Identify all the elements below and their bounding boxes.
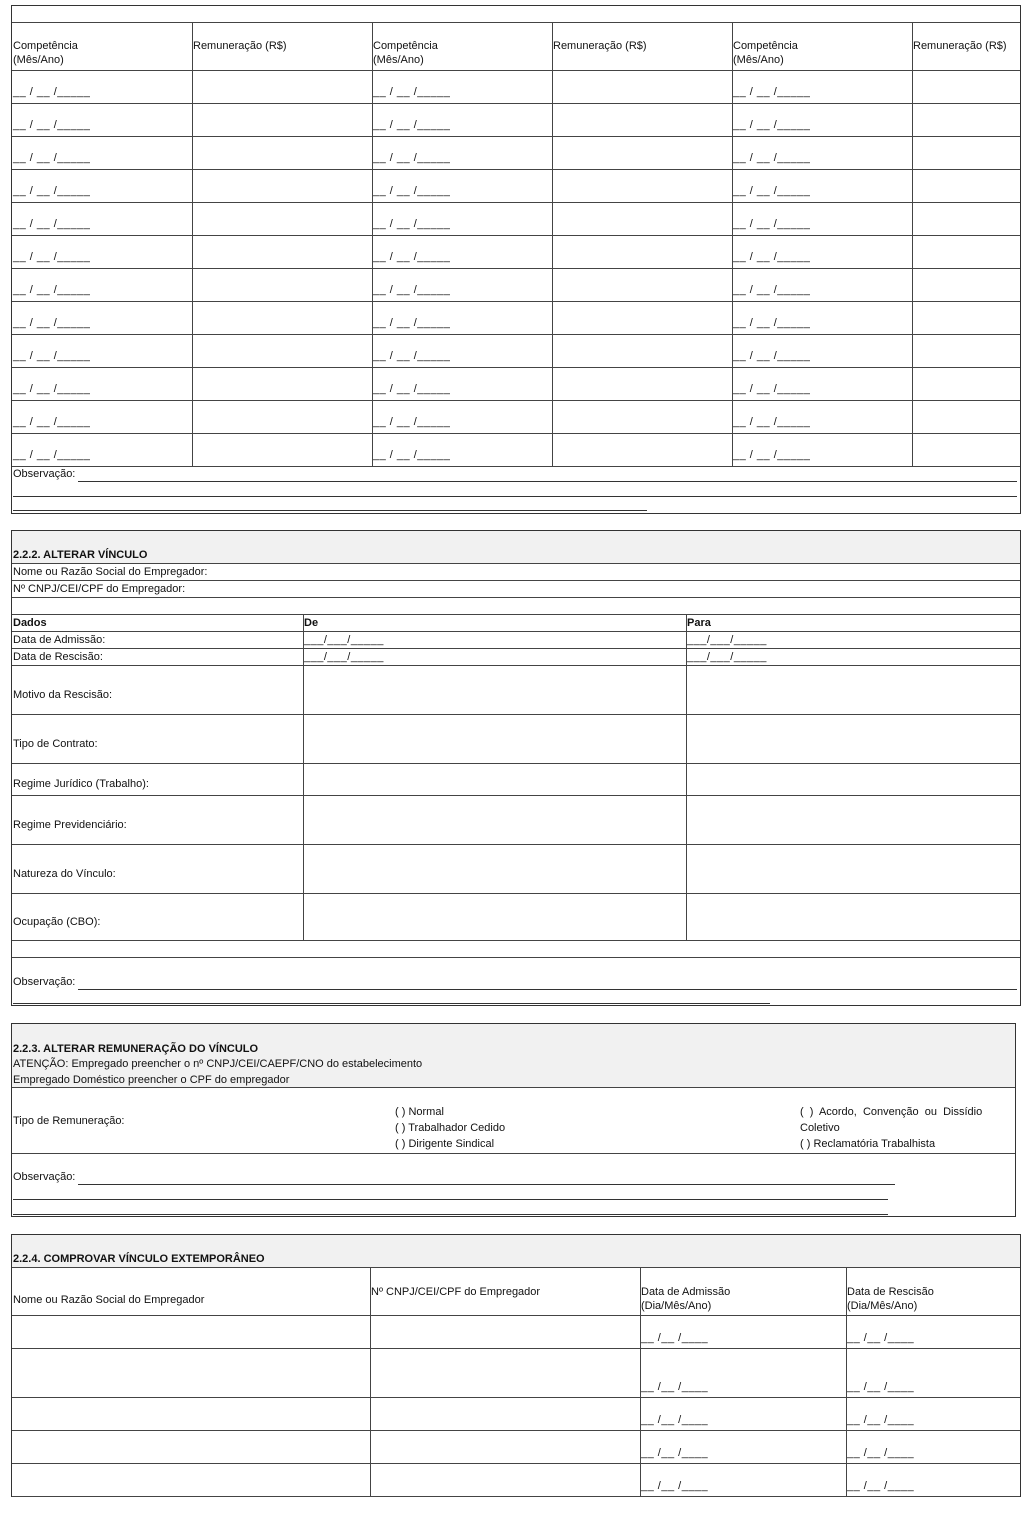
table-row — [12, 203, 1020, 236]
observacao-line-2[interactable] — [13, 496, 1017, 497]
alterar-vinculo-section — [11, 530, 1021, 1006]
para-value-input[interactable] — [687, 764, 1017, 796]
column-header: Competência (Mês/Ano) — [733, 40, 798, 66]
para-value-input[interactable] — [687, 845, 1017, 894]
comprovar-vinculo-title: 2.2.4. COMPROVAR VÍNCULO EXTEMPORÂNEO — [13, 1253, 265, 1265]
domestico-text: Empregado Doméstico preencher o CPF do empregador — [13, 1074, 290, 1086]
cnpj-empregador-row — [12, 581, 1020, 598]
competencia-date-input[interactable]: __ / __ /_____ — [13, 383, 91, 395]
competencia-date-input[interactable]: __ / __ /_____ — [733, 449, 811, 461]
competencia-date-input[interactable]: __ / __ /_____ — [373, 185, 451, 197]
para-value-input[interactable] — [687, 796, 1017, 845]
table-row — [12, 615, 1020, 632]
column-divider — [552, 23, 553, 467]
cnpj-empregador-input[interactable] — [371, 1464, 640, 1497]
nome-empregador-input[interactable] — [13, 1398, 370, 1431]
table-row — [12, 632, 1020, 649]
nome-empregador-input[interactable] — [13, 1464, 370, 1497]
competencia-date-input[interactable]: __ / __ /_____ — [373, 251, 451, 263]
para-value-input[interactable] — [687, 894, 1017, 941]
alterar-vinculo-title: 2.2.2. ALTERAR VÍNCULO — [13, 549, 148, 561]
comprovar-vinculo-section — [11, 1234, 1021, 1497]
table-top-row — [12, 6, 1020, 23]
de-date-input[interactable]: ___/___/_____ — [304, 651, 384, 663]
de-value-input[interactable] — [304, 894, 687, 941]
option-trabalhador-cedido[interactable]: ( ) Trabalhador Cedido — [395, 1122, 506, 1134]
table-row — [12, 71, 1020, 104]
table-row — [12, 649, 1020, 666]
remuneracao-value-input[interactable] — [193, 368, 373, 401]
observacao-line-3[interactable] — [13, 1214, 888, 1215]
remuneracao-value-input[interactable] — [193, 269, 373, 302]
remuneracao-value-input[interactable] — [193, 170, 373, 203]
nome-empregador-input[interactable] — [13, 1349, 370, 1398]
remuneracao-value-input[interactable] — [913, 236, 1021, 269]
remuneracao-value-input[interactable] — [553, 137, 733, 170]
alterar-remuneracao-title-row — [12, 1024, 1015, 1088]
admissao-date-input[interactable]: __ /__ /____ — [641, 1332, 709, 1344]
remuneracao-value-input[interactable] — [193, 236, 373, 269]
competencia-date-input[interactable]: __ / __ /_____ — [13, 449, 91, 461]
remuneracao-value-input[interactable] — [913, 269, 1021, 302]
table-row — [12, 236, 1020, 269]
remuneracao-value-input[interactable] — [193, 137, 373, 170]
remuneracao-table — [11, 5, 1021, 514]
alterar-remuneracao-title: 2.2.3. ALTERAR REMUNERAÇÃO DO VÍNCULO — [13, 1043, 259, 1055]
de-value-input[interactable] — [304, 666, 687, 715]
competencia-date-input[interactable]: __ / __ /_____ — [373, 152, 451, 164]
column-divider — [912, 23, 913, 467]
column-header: Remuneração (R$) — [553, 40, 647, 52]
competencia-date-input[interactable]: __ / __ /_____ — [733, 152, 811, 164]
remuneracao-value-input[interactable] — [913, 203, 1021, 236]
observacao-line-1[interactable] — [78, 1184, 895, 1185]
competencia-date-input[interactable]: __ / __ /_____ — [733, 317, 811, 329]
table-row — [12, 269, 1020, 302]
remuneracao-value-input[interactable] — [193, 302, 373, 335]
column-header-de: De — [304, 617, 319, 629]
de-value-input[interactable] — [304, 796, 687, 845]
remuneracao-value-input[interactable] — [553, 71, 733, 104]
dados-label: Ocupação (CBO): — [13, 916, 101, 928]
competencia-date-input[interactable]: __ / __ /_____ — [733, 119, 811, 131]
dados-label: Regime Previdenciário: — [13, 819, 127, 831]
competencia-date-input[interactable]: __ / __ /_____ — [13, 350, 91, 362]
para-value-input[interactable] — [687, 666, 1017, 715]
remuneracao-value-input[interactable] — [553, 302, 733, 335]
admissao-date-input[interactable]: __ /__ /____ — [641, 1480, 709, 1492]
column-divider — [732, 23, 733, 467]
competencia-date-input[interactable]: __ / __ /_____ — [733, 284, 811, 296]
remuneracao-value-input[interactable] — [913, 434, 1021, 467]
competencia-date-input[interactable]: __ / __ /_____ — [373, 350, 451, 362]
competencia-date-input[interactable]: __ / __ /_____ — [13, 185, 91, 197]
remuneracao-value-input[interactable] — [553, 236, 733, 269]
competencia-date-input[interactable]: __ / __ /_____ — [373, 119, 451, 131]
competencia-date-input[interactable]: __ / __ /_____ — [373, 317, 451, 329]
tipo-remuneracao-label: Tipo de Remuneração: — [13, 1115, 125, 1127]
de-date-input[interactable]: ___/___/_____ — [304, 634, 384, 646]
atencao-text: ATENÇÃO: Empregado preencher o nº CNPJ/CEI/CAEPF/CNO do estabelecimento — [13, 1058, 423, 1070]
para-value-input[interactable] — [687, 715, 1017, 764]
table-row — [12, 170, 1020, 203]
competencia-date-input[interactable]: __ / __ /_____ — [733, 251, 811, 263]
table-row — [12, 368, 1020, 401]
remuneracao-value-input[interactable] — [193, 434, 373, 467]
table-row — [12, 401, 1020, 434]
observacao-label: Observação: — [13, 468, 76, 480]
competencia-date-input[interactable]: __ / __ /_____ — [13, 119, 91, 131]
rescisao-date-input[interactable]: __ /__ /____ — [847, 1414, 915, 1426]
column-header-admissao: Data de Admissão (Dia/Mês/Ano) — [641, 1286, 731, 1312]
competencia-date-input[interactable]: __ / __ /_____ — [373, 284, 451, 296]
observacao-line-1[interactable] — [78, 989, 1017, 990]
rescisao-date-input[interactable]: __ /__ /____ — [847, 1381, 915, 1393]
rescisao-date-input[interactable]: __ /__ /____ — [847, 1447, 915, 1459]
table-row — [12, 104, 1020, 137]
observacao-line-1[interactable] — [78, 481, 1017, 482]
nome-empregador-input[interactable] — [13, 1431, 370, 1464]
de-value-input[interactable] — [304, 845, 687, 894]
table-row — [12, 434, 1020, 467]
remuneracao-value-input[interactable] — [553, 401, 733, 434]
nome-empregador-input[interactable] — [13, 1316, 370, 1349]
observacao-line-2[interactable] — [13, 1199, 888, 1200]
remuneracao-value-input[interactable] — [553, 269, 733, 302]
observacao-remuneracao — [13, 467, 1018, 481]
remuneracao-value-input[interactable] — [913, 170, 1021, 203]
remuneracao-value-input[interactable] — [553, 203, 733, 236]
remuneracao-value-input[interactable] — [193, 104, 373, 137]
competencia-date-input[interactable]: __ / __ /_____ — [733, 185, 811, 197]
option-dirigente-sindical[interactable]: ( ) Dirigente Sindical — [395, 1138, 495, 1150]
table-row — [12, 335, 1020, 368]
column-divider — [846, 1268, 847, 1497]
option-reclamatoria[interactable]: ( ) Reclamatória Trabalhista — [800, 1138, 936, 1150]
dados-label: Natureza do Vínculo: — [13, 868, 116, 880]
column-header: Remuneração (R$) — [913, 40, 1007, 52]
option-normal[interactable]: ( ) Normal — [395, 1106, 444, 1118]
competencia-date-input[interactable]: __ / __ /_____ — [13, 152, 91, 164]
competencia-date-input[interactable]: __ / __ /_____ — [373, 449, 451, 461]
column-header-para: Para — [687, 617, 711, 629]
para-date-input[interactable]: ___/___/_____ — [687, 634, 767, 646]
column-header-rescisao: Data de Rescisão (Dia/Mês/Ano) — [847, 1286, 934, 1312]
tipo-remuneracao-row — [12, 1088, 1015, 1154]
remuneracao-value-input[interactable] — [553, 104, 733, 137]
observacao-remuneracao-vinculo — [13, 1170, 75, 1184]
dados-label: Data de Rescisão: — [13, 651, 103, 663]
observacao-vinculo — [13, 975, 75, 989]
table-row — [12, 302, 1020, 335]
competencia-date-input[interactable]: __ / __ /_____ — [733, 86, 811, 98]
remuneracao-value-input[interactable] — [193, 401, 373, 434]
remuneracao-value-input[interactable] — [553, 434, 733, 467]
admissao-date-input[interactable]: __ /__ /____ — [641, 1414, 709, 1426]
competencia-date-input[interactable]: __ / __ /_____ — [13, 218, 91, 230]
remuneracao-value-input[interactable] — [913, 137, 1021, 170]
column-divider — [370, 1268, 371, 1497]
cnpj-empregador-input[interactable] — [371, 1316, 640, 1349]
cnpj-empregador-input[interactable] — [371, 1349, 640, 1398]
dados-label: Motivo da Rescisão: — [13, 689, 113, 701]
column-divider — [303, 615, 304, 941]
competencia-date-input[interactable]: __ / __ /_____ — [373, 416, 451, 428]
alterar-remuneracao-section — [11, 1023, 1016, 1217]
competencia-date-input[interactable]: __ / __ /_____ — [733, 383, 811, 395]
cnpj-empregador-input[interactable] — [371, 1431, 640, 1464]
competencia-date-input[interactable]: __ / __ /_____ — [13, 317, 91, 329]
observacao-label: Observação: — [13, 976, 76, 988]
column-header: Remuneração (R$) — [193, 40, 287, 52]
de-value-input[interactable] — [304, 715, 687, 764]
competencia-date-input[interactable]: __ / __ /_____ — [13, 284, 91, 296]
column-divider — [686, 615, 687, 941]
cnpj-empregador-label: Nº CNPJ/CEI/CPF do Empregador: — [13, 583, 186, 595]
nome-empregador-label: Nome ou Razão Social do Empregador: — [13, 566, 208, 578]
column-header-dados: Dados — [13, 617, 47, 629]
column-header: Competência (Mês/Ano) — [13, 40, 78, 66]
competencia-date-input[interactable]: __ / __ /_____ — [13, 251, 91, 263]
spacer-row-2 — [12, 941, 1020, 958]
column-header-cnpj: Nº CNPJ/CEI/CPF do Empregador — [371, 1286, 541, 1298]
admissao-date-input[interactable]: __ /__ /____ — [641, 1447, 709, 1459]
remuneracao-value-input[interactable] — [553, 335, 733, 368]
column-divider — [192, 23, 193, 467]
competencia-date-input[interactable]: __ / __ /_____ — [13, 86, 91, 98]
rescisao-date-input[interactable]: __ /__ /____ — [847, 1332, 915, 1344]
competencia-date-input[interactable]: __ / __ /_____ — [373, 383, 451, 395]
observacao-label: Observação: — [13, 1171, 76, 1183]
observacao-line-2[interactable] — [13, 1003, 770, 1004]
remuneracao-value-input[interactable] — [553, 170, 733, 203]
remuneracao-value-input[interactable] — [913, 104, 1021, 137]
de-value-input[interactable] — [304, 764, 687, 796]
competencia-date-input[interactable]: __ / __ /_____ — [733, 218, 811, 230]
column-header: Competência (Mês/Ano) — [373, 40, 438, 66]
spacer-row — [12, 598, 1020, 615]
remuneracao-value-input[interactable] — [913, 71, 1021, 104]
remuneracao-value-input[interactable] — [913, 401, 1021, 434]
competencia-date-input[interactable]: __ / __ /_____ — [13, 416, 91, 428]
competencia-date-input[interactable]: __ / __ /_____ — [373, 218, 451, 230]
rescisao-date-input[interactable]: __ /__ /____ — [847, 1480, 915, 1492]
remuneracao-value-input[interactable] — [913, 302, 1021, 335]
table-row — [12, 137, 1020, 170]
column-divider — [372, 23, 373, 467]
remuneracao-value-input[interactable] — [913, 368, 1021, 401]
alterar-vinculo-title-row — [12, 531, 1020, 564]
option-acordo-coletivo: Coletivo — [800, 1122, 840, 1134]
cnpj-empregador-input[interactable] — [371, 1398, 640, 1431]
comprovar-vinculo-title-row — [12, 1235, 1020, 1268]
para-date-input[interactable]: ___/___/_____ — [687, 651, 767, 663]
competencia-date-input[interactable]: __ / __ /_____ — [733, 350, 811, 362]
dados-label: Data de Admissão: — [13, 634, 106, 646]
observacao-line-3[interactable] — [13, 510, 647, 511]
column-divider — [640, 1268, 641, 1497]
remuneracao-value-input[interactable] — [913, 335, 1021, 368]
option-acordo-convencao[interactable]: ( ) Acordo, Convenção ou Dissídio — [800, 1106, 983, 1118]
remuneracao-value-input[interactable] — [193, 203, 373, 236]
nome-empregador-row — [12, 564, 1020, 581]
remuneracao-value-input[interactable] — [553, 368, 733, 401]
remuneracao-value-input[interactable] — [193, 71, 373, 104]
dados-label: Regime Jurídico (Trabalho): — [13, 778, 149, 790]
admissao-date-input[interactable]: __ /__ /____ — [641, 1381, 709, 1393]
column-header-nome: Nome ou Razão Social do Empregador — [13, 1294, 205, 1306]
competencia-date-input[interactable]: __ / __ /_____ — [373, 86, 451, 98]
dados-label: Tipo de Contrato: — [13, 738, 98, 750]
remuneracao-value-input[interactable] — [193, 335, 373, 368]
competencia-date-input[interactable]: __ / __ /_____ — [733, 416, 811, 428]
